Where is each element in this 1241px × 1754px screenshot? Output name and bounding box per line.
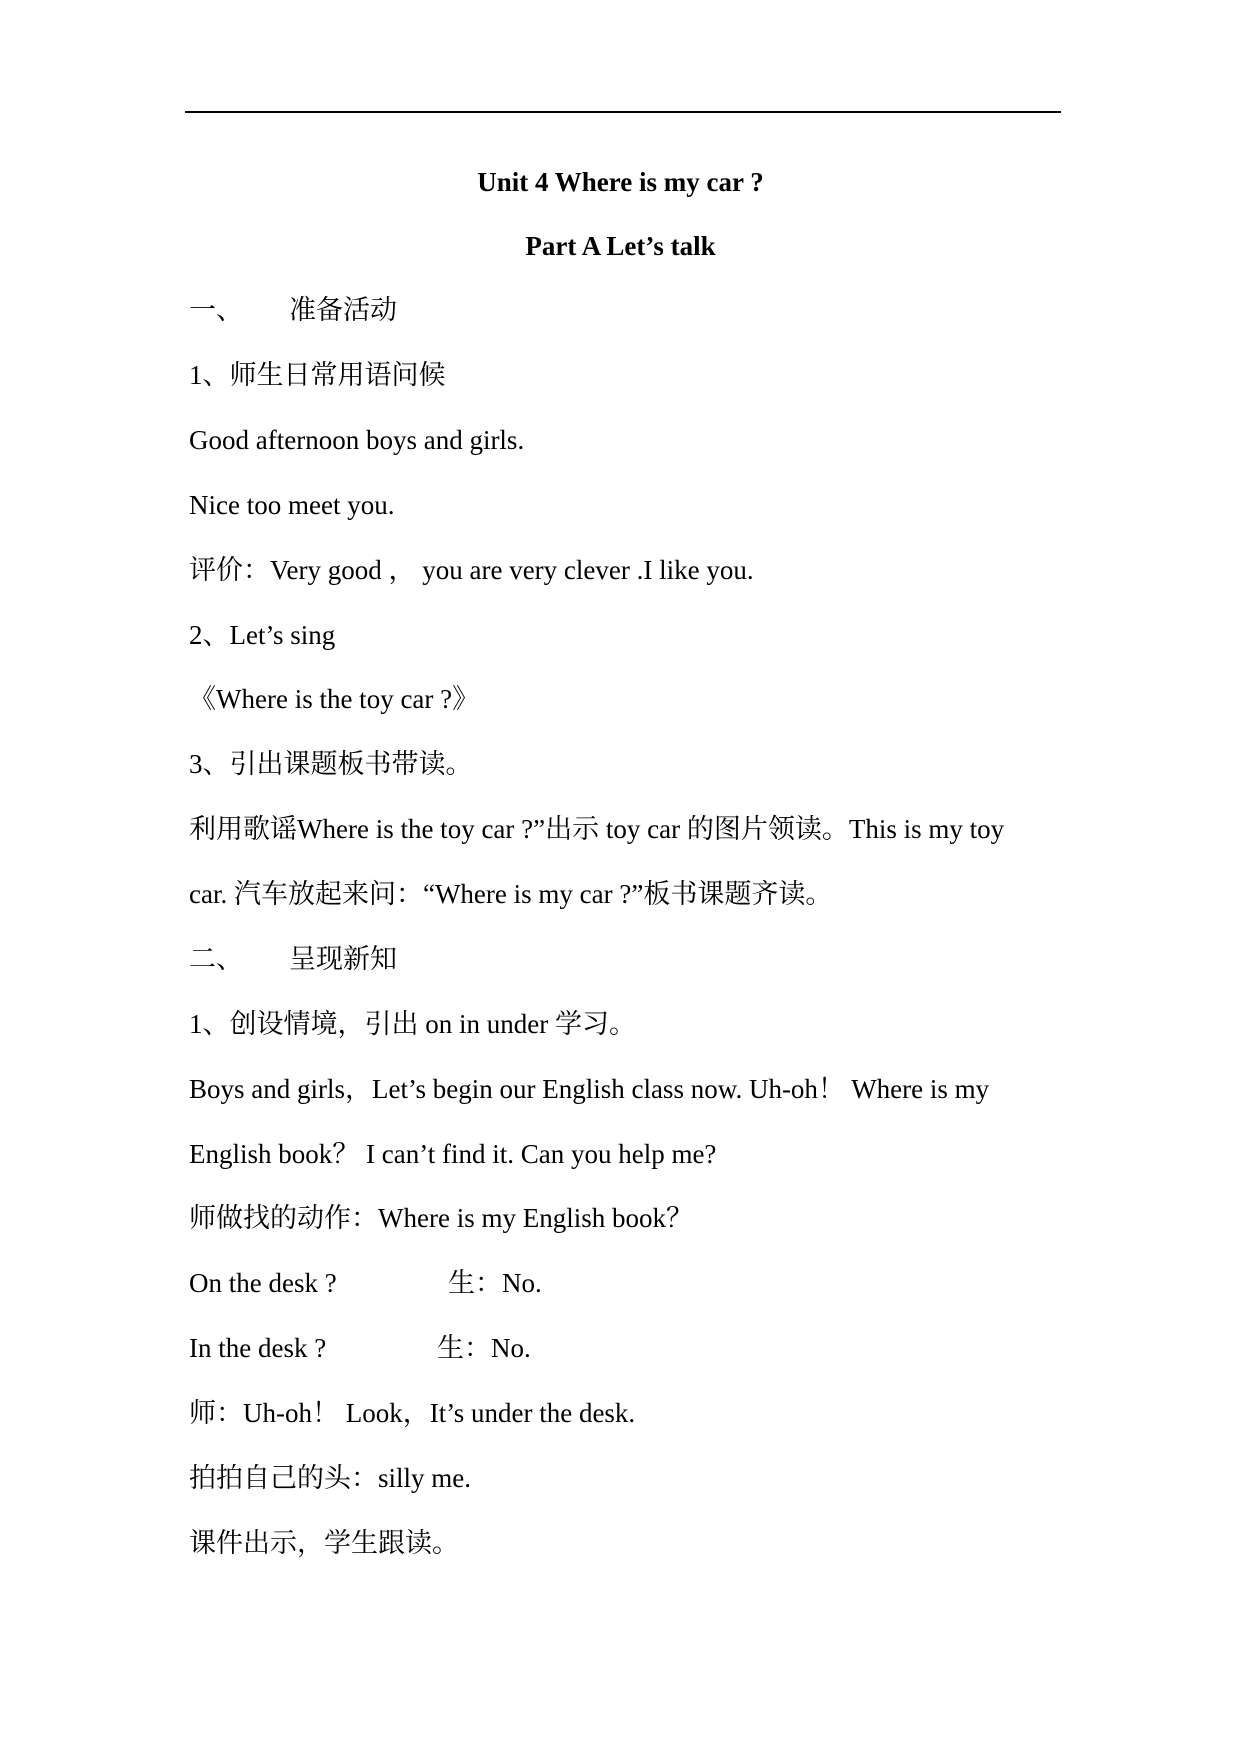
- paragraph-line: car. 汽车放起来问：“Where is my car ?”板书课题齐读。: [189, 879, 833, 909]
- paragraph-line: 1、师生日常用语问候: [189, 360, 446, 390]
- paragraph-line: 3、引出课题板书带读。: [189, 749, 473, 779]
- paragraph-line: 利用歌谣Where is the toy car ?”出示 toy car 的图片领读。This is my toy: [189, 814, 1005, 844]
- dialogue-line: [189, 1265, 337, 1301]
- dialogue-line: [189, 1330, 326, 1366]
- section-title: 准备活动: [289, 295, 397, 325]
- paragraph-line: Boys and girls，Let’s begin our English class now. Uh-oh！ Where is my: [189, 1074, 990, 1104]
- paragraph-line: 拍拍自己的头：silly me.: [189, 1463, 471, 1493]
- section-heading-2: [189, 941, 397, 977]
- paragraph-line: 师：Uh-oh！ Look，It’s under the desk.: [189, 1398, 636, 1428]
- section-number: 二、: [189, 944, 243, 974]
- section-title: 呈现新知: [289, 944, 397, 974]
- document-subtitle: Part A Let’s talk: [525, 231, 716, 261]
- teacher-question: In the desk ?: [189, 1333, 327, 1363]
- paragraph-line: 《Where is the toy car ?》: [189, 684, 480, 714]
- paragraph-line: 评价：Very good ， you are very clever .I like you.: [189, 555, 754, 585]
- document-title: Unit 4 Where is my car ?: [477, 167, 764, 197]
- student-answer: 生：No.: [437, 1333, 531, 1363]
- paragraph-line: English book？ I can’t find it. Can you help me?: [189, 1139, 717, 1169]
- paragraph-line: 师做找的动作：Where is my English book？: [189, 1203, 693, 1233]
- paragraph-line: Nice too meet you.: [189, 490, 395, 520]
- paragraph-line: 1、创设情境，引出 on in under 学习。: [189, 1009, 636, 1039]
- paragraph-line: 2、Let’s sing: [189, 620, 336, 650]
- teacher-question: On the desk ?: [189, 1268, 337, 1298]
- student-answer: 生：No.: [448, 1268, 542, 1298]
- section-heading-1: [189, 292, 397, 328]
- header-rule: [185, 111, 1061, 113]
- paragraph-line: Good afternoon boys and girls.: [189, 425, 525, 455]
- paragraph-line: 课件出示，学生跟读。: [189, 1528, 459, 1558]
- section-number: 一、: [189, 295, 243, 325]
